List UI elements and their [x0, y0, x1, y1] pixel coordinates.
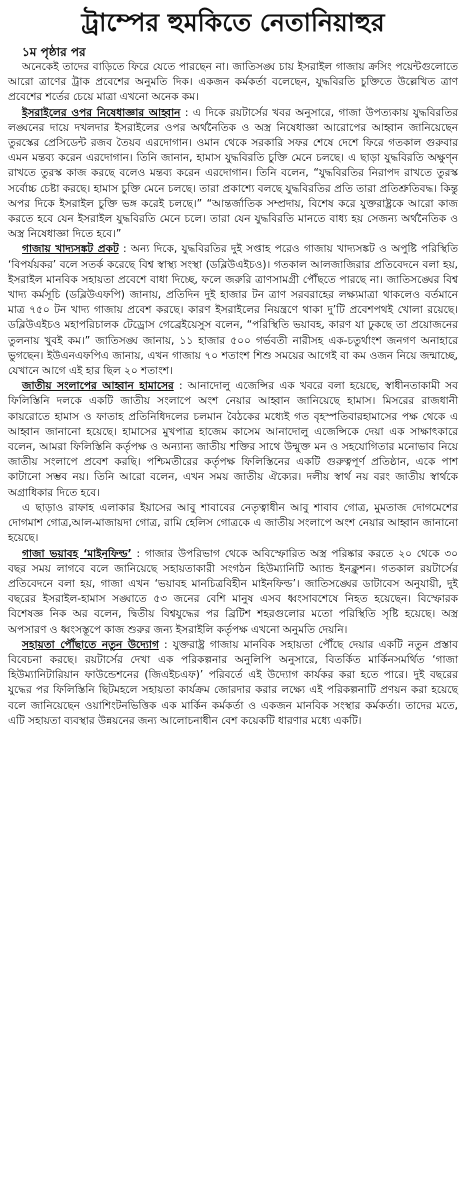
section-subhead: গাজায় খাদ্যসঙ্কট প্রকট — [22, 243, 119, 256]
paragraph-text: : যুক্তরাষ্ট্র গাজায় মানবিক সহায়তা পৌঁছে দেয়ার একটি নতুন প্রস্তাব বিবেচনা করছে। রয়টার্সের দেখা এক পরিকল্পনার অনুলিপি অনুসারে, বিতর্কিত মার্কিনসমর্থিত ‘গাজা হিউম্যানিটারিয়ান ফাউন্ডেশনের (জিএইচএফ)’ পরিবর্তে এই উদ্যোগ কার্যকর করা হতে পারে। দুই বছরের যুদ্ধের পর ফিলিস্তিনি ছিটমহলে সহায়তা কার্যক্রম জোরদার করার লক্ষ্যে এই পরিকল্পনাটি প্রণয়ন করা হয়েছে বলে জানিয়েছেন ওয়াশিংটনভিত্তিক এক মার্কিন কর্মকর্তা ও একজন মানবিক সংস্থার কর্মকর্তা। তাদের মতে, এটি সহায়তা ব্যবস্থার উন্নয়নের জন্য আলোচনাধীন বেশ কয়েকটি ধারণার মধ্যে একটি। — [8, 638, 459, 727]
continued-from-label: ১ম পৃষ্ঠার পর — [22, 45, 86, 59]
section-subhead: সহায়তা পৌঁছাতে নতুন উদ্যোগ — [22, 638, 159, 651]
article-body — [8, 60, 458, 729]
paragraph-text: : আনাদোলু এজেন্সির এক খবরে বলা হয়েছে, স্বাধীনতাকামী সব ফিলিস্তিনি দলকে একটি জাতীয় সংলাপে অংশ নেয়ার আহ্বান জানিয়েছে হামাস। মিসরের রাজধানী কায়রোতে হামাস ও ফাতাহ প্রতিনিধিদলের চলমান বৈঠকের মধ্যেই গত বৃহস্পতিবারহামাসের পক্ষ থেকে এ আহ্বান জানানো হয়েছে। হামাসের মুখপাত্র হাজেম কাসেম আনাদোলু এজেন্সিকে দেয়া এক সাক্ষাৎকারে বলেন, আমরা ফিলিস্তিনি কর্তৃপক্ষ ও অন্যান্য জাতীয় শক্তির সাথে উন্মুক্ত মন ও সহযোগিতার মনোভাব নিয়ে জাতীয় সংলাপে প্রবেশ করছি। পশ্চিমতীরের কর্তৃপক্ষ ফিলিস্তিনের একটি গুরুত্বপূর্ণ প্রতিষ্ঠান, একে পাশ কাটানো সম্ভব নয়। তিনি আরো বলেন, এখন সময় জাতীয় ঐক্যের। দলীয় স্বার্থ নয় বরং জাতীয় স্বার্থকে অগ্রাধিকার দিতে হবে। — [8, 380, 458, 499]
paragraph-text: : অন্য দিকে, যুদ্ধবিরতির দুই সপ্তাহ পরেও গাজায় খাদ্যসঙ্কট ও অপুষ্টি পরিস্থিতি ‘বিপর্যয়কর’ বলে সতর্ক করেছে বিশ্ব স্বাস্থ্য সংস্থা (ডব্লিউএইচও)। গতকাল আলজাজিরার প্রতিবেদনে বলা হয়, ইসরাইল মানবিক সহায়তা প্রবেশে বাধা দিচ্ছে, ফলে জরুরি ত্রাণসামগ্রী পৌঁছতে পারছে না। জাতিসঙ্ঘের বিশ্ব খাদ্য কর্মসূচি (ডব্লিউএফপি) জানায়, প্রতিদিন দুই হাজার টন ত্রাণ সরবরাহের লক্ষ্যমাত্রা থাকলেও বর্তমানে মাত্র ৭৫০ টন খাদ্য গাজায় প্রবেশ করছে। কারণ ইসরাইলের নিয়ন্ত্রণে থাকা দু’টি প্রবেশপথই খোলা রয়েছে। ডব্লিউএইচও মহাপরিচালক টেড্রোস গেব্রেইয়েসুস বলেন, “পরিস্থিতি ভয়াবহ, কারণ যা ঢুকছে তা প্রয়োজনের তুলনায় খুবই কম।” জাতিসঙ্ঘ জানায়, ১১ হাজার ৫০০ গর্ভবতী নারীসহ এক-চতুর্থাংশ জনগণ অনাহারে ভুগছেন। ইউএনএফপিএ জানায়, এখন গাজায় ৭০ শতাংশ শিশু সময়ের আগেই বা কম ওজন নিয়ে জন্মাচ্ছে, যেখানে আগে এই হার ছিল ২০ শতাংশ। — [8, 243, 458, 378]
section-subhead: গাজা ভয়াবহ ‘মাইনফিল্ড’ — [22, 547, 132, 560]
paragraph-text: এ ছাড়াও রাফাহ এলাকার ইয়াসের আবু শাবাবের নেতৃত্বাধীন আবু শাবাব গোত্র, মুমতাজ দোগমেশের দোগমাশ গোত্র,আল-মাজায়দা গোত্র, রামি হেলিস গোত্রকে এ জাতীয় সংলাপে অংশ নেয়ার আহ্বান জানানো হয়েছে। — [8, 501, 458, 545]
article-paragraph — [8, 638, 458, 729]
paragraph-text: : গাজার উপরিভাগ থেকে অবিস্ফোরিত অস্ত্র পরিষ্কার করতে ২০ থেকে ৩০ বছর সময় লাগবে বলে জানিয়েছে সহায়তাকারী সংগঠন হিউম্যানিটি অ্যান্ড ইনক্লুশন। গতকাল রয়টার্সের প্রতিবেদনে বলা হয়, গাজা এখন ‘ভয়াবহ মানচিত্রবিহীন মাইনফিল্ড’। জাতিসঙ্ঘের ডাটাবেস অনুযায়ী, দুই বছরের ইসরাইল-হামাস সঙ্ঘাতে ৫৩ জনের বেশি মানুষ এসব ধ্বংসাবশেষে নিহত হয়েছেন। বিস্ফোরক বিশেষজ্ঞ নিক অর বলেন, দ্বিতীয় বিশ্বযুদ্ধের পর ব্রিটিশ শহরগুলোর মতো পরিস্থিতি সৃষ্টি হয়েছে। অস্ত্র অপসারণ ও ধ্বংসস্তূপে কাজ শুরুর জন্য ইসরাইলি কর্তৃপক্ষ এখনো অনুমতি দেয়নি। — [8, 547, 459, 636]
paragraph-text: : এ দিকে রয়টার্সের খবর অনুসারে, গাজা উপত্যকায় যুদ্ধবিরতির লঙ্ঘনের দায়ে দখলদার ইসরাইলের ওপর অর্থনৈতিক ও অস্ত্র নিষেধাজ্ঞা আরোপের আহ্বান জানিয়েছেন তুরস্কের প্রেসিডেন্ট রজব তৈয়ব এরদোগান। ওমান থেকে সরকারি সফর শেষে দেশে ফিরে গতকাল গুরুবার এমন মন্তব্য করেন এরদোগান। তিনি জানান, হামাস যুদ্ধবিরতি চুক্তি মেনে চলছে। এ ছাড়া যুদ্ধবিরতি অক্ষুণ্ন রাখতে তুরস্ক কাজ করছে বলেও মন্তব্য করেন এরদোগান। তিনি বলেন, “যুদ্ধবিরতির নিরাপদ রাখতে তুরস্ক সর্বোচ্চ চেষ্টা করছে। হামাস চুক্তি মেনে চলছে। তারা প্রকাশ্যে বলছে যুদ্ধবিরতির প্রতি তারা প্রতিশ্রুতিবদ্ধ। কিন্তু অপর দিকে ইসরাইল চুক্তি ভঙ্গ করেই চলছে।” “আন্তর্জাতিক সম্প্রদায়, বিশেষ করে যুক্তরাষ্ট্রকে আরো কাজ করতে হবে যেন ইসরাইল যুদ্ধবিরতি মেনে চলে। তারা যেন যুদ্ধবিরতি মানতে বাধ্য হয় সেজন্য অর্থনৈতিক ও অস্ত্র নিষেধাজ্ঞা দিতে হবে।” — [8, 106, 458, 241]
article-paragraph — [8, 501, 458, 547]
paragraph-text: অনেকেই তাদের বাড়িতে ফিরে যেতে পারছেন না। জাতিসঙ্ঘ চায় ইসরাইল গাজায় ক্রসিং পয়েন্টগুলোতে আরো ত্রাণের ট্রাক প্রবেশের অনুমতি দিক। একজন কর্মকর্তা বলেছেন, যুদ্ধবিরতি চুক্তিতে উল্লেখিত ত্রাণ প্রবেশের শর্তের চেয়ে মাত্রা এখনো অনেক কম। — [8, 61, 458, 104]
article-paragraph — [8, 242, 458, 379]
article-paragraph — [8, 60, 458, 106]
section-subhead: ইসরাইলের ওপর নিষেধাজ্ঞার আহ্বান — [22, 106, 181, 119]
section-subhead: জাতীয় সংলাপের আহ্বান হামাসের — [22, 380, 174, 393]
headline: ট্রাম্পের হুমকিতে নেতানিয়াহুর — [81, 8, 385, 37]
article-paragraph — [8, 547, 458, 638]
article-paragraph — [8, 379, 458, 501]
article-paragraph — [8, 106, 458, 243]
